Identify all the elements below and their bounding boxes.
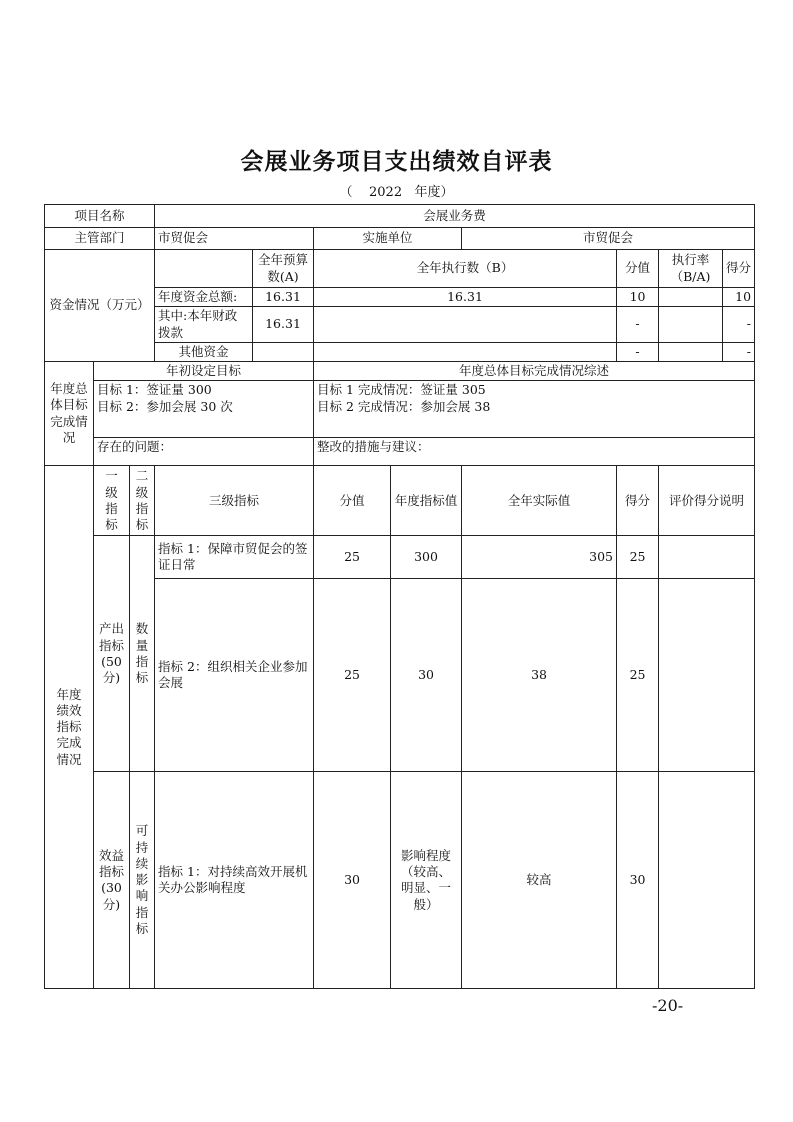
- group-level2: 可持续影响指标: [130, 772, 155, 989]
- funds-row-exec: 16.31: [314, 288, 617, 307]
- funds-label: 资金情况（万元）: [45, 250, 155, 362]
- funds-head-blank: [155, 250, 253, 288]
- funds-row-rate: [659, 342, 723, 361]
- goals-label: 年度总体目标完成情况: [45, 362, 94, 466]
- indicator-actual: 305: [462, 536, 617, 579]
- goal-summary-item: 目标 1 完成情况：签证量 305: [317, 382, 486, 398]
- funds-row-label: 其中:本年财政拨款: [155, 307, 253, 343]
- goals-head-row: [45, 362, 755, 381]
- funds-head-exec: 全年执行数（B）: [314, 250, 617, 288]
- funds-row-score-value: -: [617, 342, 659, 361]
- indicator-actual: 较高: [462, 772, 617, 989]
- funds-row-score-value: -: [617, 307, 659, 343]
- funds-row-exec: [314, 342, 617, 361]
- indicator-target: 影响程度（较高、明显、一般）: [391, 772, 462, 989]
- indicators-head-row: [45, 466, 755, 536]
- indicator-actual: 38: [462, 579, 617, 772]
- group-level2: 数量指标: [130, 536, 155, 772]
- dept-label: 主管部门: [45, 228, 155, 250]
- funds-head-score: 得分: [723, 250, 755, 288]
- goals-initial-head: 年初设定目标: [94, 362, 314, 381]
- indicator-score: 30: [617, 772, 659, 989]
- goals-summary-head: 年度总体目标完成情况综述: [314, 362, 755, 381]
- indicator-score: 25: [617, 579, 659, 772]
- indicator-name: 指标 1：保障市贸促会的签证日常: [155, 536, 314, 579]
- goal-item: 目标 2：参加会展 30 次: [97, 398, 233, 414]
- funds-row-budget: [253, 342, 314, 361]
- group-level1: 效益指标(30分): [94, 772, 130, 989]
- goal-item: 目标 1：签证量 300: [97, 382, 212, 398]
- funds-row-budget: 16.31: [253, 307, 314, 343]
- indicator-note: [659, 536, 755, 579]
- indicator-score-value: 30: [314, 772, 391, 989]
- indicator-score-value: 25: [314, 536, 391, 579]
- indicators-label: 年度绩效指标完成情况: [45, 466, 94, 989]
- goals-content-row: [45, 381, 755, 438]
- impl-value: 市贸促会: [462, 228, 755, 250]
- project-value: 会展业务费: [155, 205, 755, 228]
- project-row: [45, 205, 755, 228]
- funds-row-label: 其他资金: [155, 342, 253, 361]
- funds-row-label: 年度资金总额:: [155, 288, 253, 307]
- goal-summary-item: 目标 2 完成情况：参加会展 38: [317, 398, 491, 414]
- goals-problems: 存在的问题：: [94, 438, 314, 466]
- funds-row-rate: [659, 288, 723, 307]
- head-actual: 全年实际值: [462, 466, 617, 536]
- group-level1: 产出指标(50分): [94, 536, 130, 772]
- head-level3: 三级指标: [155, 466, 314, 536]
- dept-row: [45, 228, 755, 250]
- indicator-row: [45, 772, 755, 989]
- funds-row-budget: 16.31: [253, 288, 314, 307]
- indicator-score-value: 25: [314, 579, 391, 772]
- funds-row-score: -: [723, 307, 755, 343]
- page-title: 会展业务项目支出绩效自评表: [240, 149, 553, 175]
- impl-label: 实施单位: [314, 228, 462, 250]
- year-value: 2022: [369, 185, 403, 200]
- funds-row-score: -: [723, 342, 755, 361]
- indicator-note: [659, 579, 755, 772]
- head-target: 年度指标值: [391, 466, 462, 536]
- head-level1: 一级指标: [94, 466, 130, 536]
- head-score-value: 分值: [314, 466, 391, 536]
- year-line: [0, 181, 793, 200]
- funds-head-row: [45, 250, 755, 288]
- evaluation-table: [44, 204, 755, 989]
- funds-row-score-value: 10: [617, 288, 659, 307]
- indicator-score: 25: [617, 536, 659, 579]
- dept-value: 市贸促会: [155, 228, 314, 250]
- funds-head-budget: 全年预算数(A): [253, 250, 314, 288]
- funds-head-score-value: 分值: [617, 250, 659, 288]
- funds-head-rate: 执行率（B/A): [659, 250, 723, 288]
- year-unit: 年度）: [414, 185, 454, 200]
- page-number: -20-: [652, 996, 684, 1015]
- goals-summary: [314, 381, 755, 438]
- goals-measures: 整改的措施与建议：: [314, 438, 755, 466]
- goals-initial: [94, 381, 314, 438]
- head-note: 评价得分说明: [659, 466, 755, 536]
- indicator-row: [45, 536, 755, 579]
- project-label: 项目名称: [45, 205, 155, 228]
- goals-problems-row: [45, 438, 755, 466]
- head-level2: 二级指标: [130, 466, 155, 536]
- funds-row-score: 10: [723, 288, 755, 307]
- year-open: （: [339, 185, 353, 200]
- funds-row-rate: [659, 307, 723, 343]
- indicator-name: 指标 1：对持续高效开展机关办公影响程度: [155, 772, 314, 989]
- indicator-target: 300: [391, 536, 462, 579]
- indicator-name: 指标 2：组织相关企业参加会展: [155, 579, 314, 772]
- indicator-target: 30: [391, 579, 462, 772]
- funds-row-exec: [314, 307, 617, 343]
- head-score: 得分: [617, 466, 659, 536]
- indicator-note: [659, 772, 755, 989]
